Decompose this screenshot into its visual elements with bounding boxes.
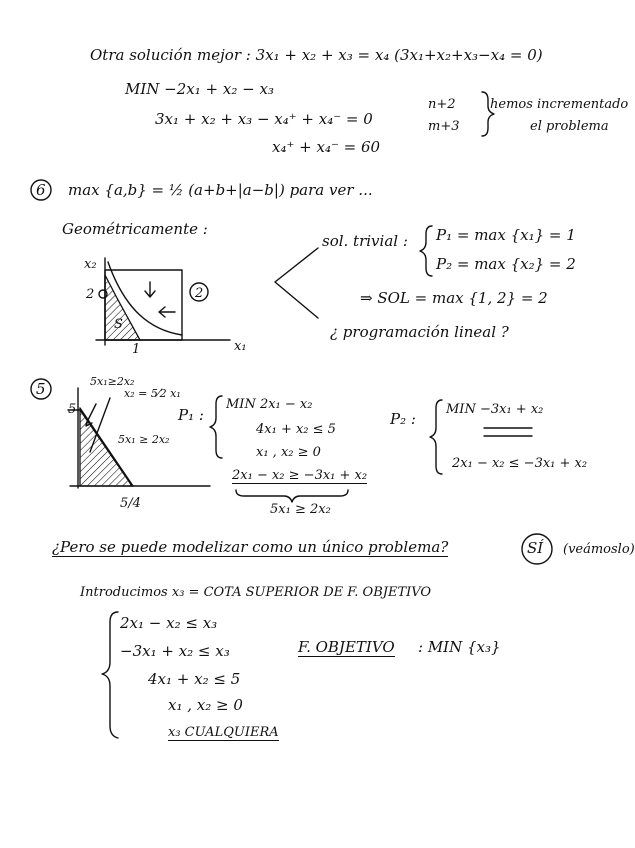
geometric-label: Geométricamente : — [62, 220, 208, 238]
final-constraint-5: x₃ CUALQUIERA — [168, 725, 279, 740]
p1-constraint-1: 4x₁ + x₂ ≤ 5 — [256, 422, 336, 437]
shaded-region-s — [105, 275, 140, 340]
sketch-5 — [68, 388, 210, 488]
yes-note: (veámoslo) — [563, 542, 635, 557]
objective-function-value: : MIN {x₃} — [418, 638, 501, 656]
branch-lines — [275, 248, 318, 318]
constraints-brace — [102, 612, 118, 738]
p2-brace — [430, 400, 442, 474]
solution-line: ⇒ SOL = max {1, 2} = 2 — [360, 289, 548, 307]
p1-constraint-3: 2x₁ − x₂ ≥ −3x₁ + x₂ — [232, 468, 368, 483]
intro-x3-line: Introducimos x₃ = COTA SUPERIOR DE F. OBJETIVO — [80, 585, 432, 600]
tick-5-4-label: 5/4 — [120, 496, 141, 511]
yes-answer: SÍ — [527, 539, 544, 557]
objective-function-label: F. OBJETIVO — [298, 638, 395, 656]
p-brace — [420, 226, 432, 276]
notes-brace — [482, 92, 494, 136]
p2-max-line: P₂ = max {x₂} = 2 — [436, 255, 576, 273]
problem-6-number: 6 — [36, 181, 46, 199]
min-objective-line: MIN −2x₁ + x₂ − x₃ — [125, 80, 274, 98]
p2-constraint: 2x₁ − x₂ ≤ −3x₁ + x₂ — [452, 456, 588, 471]
note-text-1: hemos incrementado — [490, 97, 629, 112]
region-inequality-label: 5x₁ ≥ 2x₂ — [118, 433, 170, 446]
final-constraint-4: x₁ , x₂ ≥ 0 — [168, 696, 243, 714]
tick-1-label: 1 — [132, 342, 141, 357]
linear-programming-question: ¿ programación lineal ? — [330, 323, 509, 341]
p1-brace — [210, 396, 222, 458]
axis-x1-label: x₁ — [234, 339, 247, 354]
p1-result: 5x₁ ≥ 2x₂ — [270, 502, 331, 517]
circle-6 — [31, 180, 51, 200]
line-label-2: x₂ = 5⁄2 x₁ — [124, 387, 181, 400]
final-constraint-2: −3x₁ + x₂ ≤ x₃ — [120, 642, 230, 660]
circle-5 — [31, 379, 51, 399]
sketch-6 — [96, 258, 230, 345]
p1-constraint-2: x₁ , x₂ ≥ 0 — [256, 445, 321, 460]
tick-5-label: 5 — [68, 402, 77, 417]
tick-2-label: 2 — [86, 287, 95, 302]
yes-circle — [522, 534, 552, 564]
alt-solution-line: Otra solución mejor : 3x₁ + x₂ + x₃ = x₄ (3x₁+x₂+x₃−x₄ = 0) — [90, 46, 543, 64]
axis-x2-label: x₂ — [84, 257, 97, 272]
single-problem-question: ¿Pero se puede modelizar como un único problema? — [52, 538, 449, 556]
p1-label: P₁ : — [178, 406, 204, 424]
final-constraint-1: 2x₁ − x₂ ≤ x₃ — [120, 614, 218, 632]
constraint-line: 3x₁ + x₂ + x₃ − x₄⁺ + x₄⁻ = 0 — [155, 110, 373, 128]
circled-2-label: 2 — [195, 286, 204, 301]
note-m-plus-3: m+3 — [428, 119, 460, 134]
trivial-solution-label: sol. trivial : — [322, 232, 408, 250]
problem-5-number: 5 — [36, 380, 46, 398]
note-n-plus-2: n+2 — [428, 97, 456, 112]
p1-underbrace — [236, 490, 348, 502]
note-text-2: el problema — [530, 119, 609, 134]
p1-max-line: P₁ = max {x₁} = 1 — [436, 226, 576, 244]
split-variable-line: x₄⁺ + x₄⁻ = 60 — [272, 138, 381, 156]
p2-label: P₂ : — [390, 410, 416, 428]
max-identity-line: max {a,b} = ½ (a+b+|a−b|) para ver ... — [68, 181, 373, 199]
final-constraint-3: 4x₁ + x₂ ≤ 5 — [148, 670, 241, 688]
line-label-1: 5x₁≥2x₂ — [90, 375, 135, 388]
p1-objective: MIN 2x₁ − x₂ — [226, 397, 313, 412]
p2-objective: MIN −3x₁ + x₂ — [446, 402, 544, 417]
